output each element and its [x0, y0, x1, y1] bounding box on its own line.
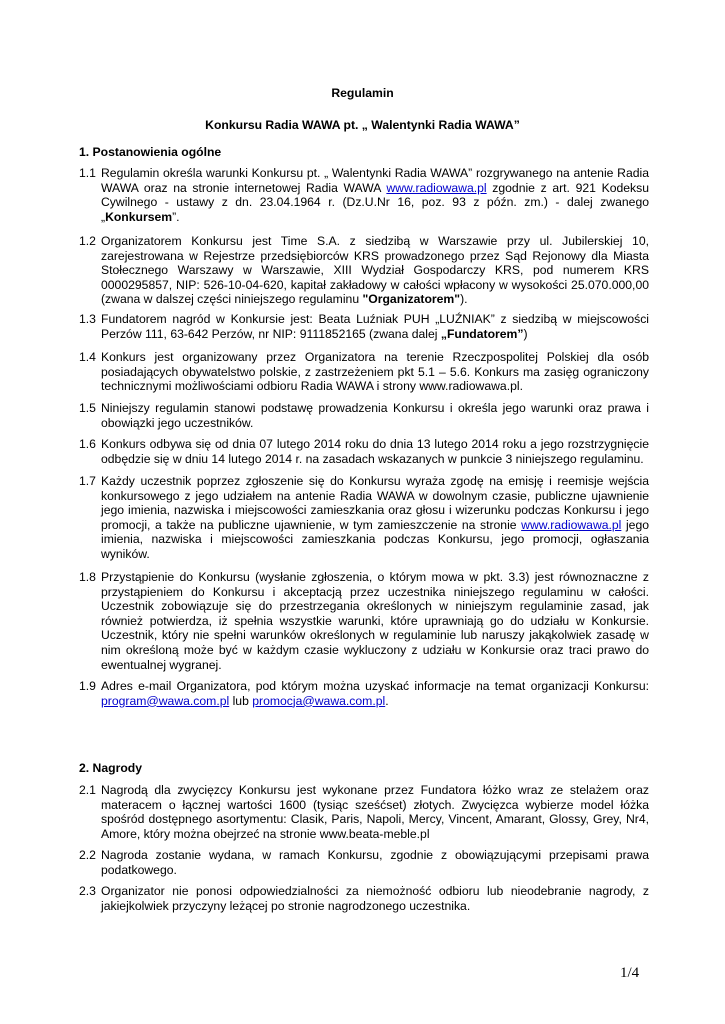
paragraph-text: Nagrodą dla zwycięzcy Konkursu jest wykonane przez Fundatora łóżko wraz ze stelażem oraz materacem o łącznej wartości 1600 (tysiąc sześćset) złotych. Zwycięzca wybierze model łóżka spośród dostępnego asortymentu: Clasik, Paris, Napoli, Mercy, Vincent, Amarant, Glossy, Grey, Nr4, Amore, który można obejrzeć na stronie www.beata-meble.pl [101, 783, 649, 841]
paragraph-number: 1.2 [79, 234, 96, 248]
text-part: ) [523, 326, 528, 341]
paragraph-1-3 [79, 312, 649, 341]
paragraph-1-2 [79, 234, 649, 307]
paragraph-number: 2.3 [79, 884, 96, 898]
text-part: Regulamin określa warunki Konkursu pt. „ Walentynki Radia WAWA” rozgrywanego na antenie Radia WAWA oraz na stronie internetowej Radia WAWA [101, 166, 649, 195]
paragraph-1-5 [79, 401, 649, 430]
paragraph-text: Nagroda zostanie wydana, w ramach Konkursu, zgodnie z obowiązującymi przepisami prawa podatkowego. [101, 848, 649, 877]
paragraph-number: 1.8 [79, 570, 96, 584]
document-subtitle: Konkursu Radia WAWA pt. „ Walentynki Radia WAWA” [205, 118, 520, 132]
paragraph-1-7 [79, 474, 649, 562]
bold-term: "Organizatorem" [362, 292, 461, 307]
paragraph-number: 1.9 [79, 679, 96, 693]
bold-term: „Fundatorem” [440, 326, 524, 341]
radiowawa-link[interactable]: www.radiowawa.pl [386, 180, 487, 195]
text-part: jego imienia, nazwiska i miejscowości zamieszkania podczas Konkursu, jego promocji, ogłaszania wyników. [101, 517, 650, 561]
document-title: Regulamin [331, 86, 394, 100]
paragraph-text [101, 166, 649, 224]
paragraph-text: Konkurs odbywa się od dnia 07 lutego 2014 roku do dnia 13 lutego 2014 roku a jego rozstrzygnięcie odbędzie się w dniu 14 lutego 2014 r. na zasadach wskazanych w punkcie 3 niniejszego regulaminu. [101, 437, 649, 466]
promocja-email-link[interactable]: promocja@wawa.com.pl [252, 693, 386, 708]
text-part: Organizatorem Konkursu jest Time S.A. z siedzibą w Warszawie przy ul. Jubilerskiej 10, zarejestrowana w Rejestrze przedsiębiorców KRS prowadzonego przez Sąd Rejonowy dla Miasta Stołecznego Warszawy w Warszawie, XIII Wydział Gospodarczy KRS, pod numerem KRS 0000295857, NIP: 526-10-04-620, kapitał zakładowy w całości wpłacony w wysokości 25.070.000,00 (zwana w dalszej części niniejszego regulaminu [101, 234, 649, 307]
program-email-link[interactable]: program@wawa.com.pl [101, 693, 230, 708]
text-part: ). [460, 292, 468, 307]
section-1-heading: 1. Postanowienia ogólne [79, 145, 222, 159]
paragraph-2-2 [79, 848, 649, 877]
paragraph-number: 1.3 [79, 312, 96, 326]
text-part: . [385, 693, 389, 708]
paragraph-1-4 [79, 350, 649, 394]
paragraph-number: 2.2 [79, 848, 96, 862]
paragraph-text [101, 312, 649, 341]
section-2-heading: 2. Nagrody [79, 761, 142, 775]
paragraph-text: Przystąpienie do Konkursu (wysłanie zgłoszenia, o którym mowa w pkt. 3.3) jest równoznaczne z przystąpieniem do Konkursu i akceptacją przez uczestnika niniejszego regulaminu w całości. Uczestnik zobowiązuje się do przestrzegania określonych w niniejszym regulaminie zasad, jak również potwierdza, iż spełnia wszystkie warunki, które uprawniają go do udziału w Konkursie. Uczestnik, który nie spełni warunków określonych w regulaminie lub naruszy jakąkolwiek zasadę w nim określoną może być w każdym czasie wykluczony z udziału w Konkursie oraz traci prawo do ewentualnej wygranej. [101, 570, 649, 672]
paragraph-1-8 [79, 570, 649, 672]
paragraph-1-6 [79, 437, 649, 466]
text-part: zgodnie z art. 921 Kodeksu Cywilnego - ustawy z dn. 23.04.1964 r. (Dz.U.Nr 16, poz. 93 z późn. zm.) - dalej zwanego „ [101, 180, 649, 224]
text-part: Każdy uczestnik poprzez zgłoszenie się do Konkursu wyraża zgodę na emisję i reemisje wejścia konkursowego z jego udziałem na antenie Radia WAWA w dowolnym czasie, publiczne ujawnienie jego imienia, nazwiska i miejscowości zamieszkania oraz głosu i wizerunku podczas Konkursu i jego promocji, a także na publiczne ujawnienie, w tym zamieszczenie na stronie [101, 474, 649, 532]
text-part: Adres e-mail Organizatora, pod którym można uzyskać informacje na temat organizacji Konkursu: [101, 679, 649, 693]
paragraph-number: 1.4 [79, 350, 96, 364]
text-part: lub [229, 693, 253, 708]
paragraph-text: Niniejszy regulamin stanowi podstawę prowadzenia Konkursu i określa jego warunki oraz prawa i obowiązki jego uczestników. [101, 401, 649, 430]
paragraph-1-1 [79, 166, 649, 224]
paragraph-number: 2.1 [79, 783, 96, 797]
paragraph-number: 1.5 [79, 401, 96, 415]
paragraph-number: 1.6 [79, 437, 96, 451]
paragraph-2-3 [79, 884, 649, 913]
paragraph-text: Organizator nie ponosi odpowiedzialności za niemożność odbioru lub nieodebranie nagrody, z jakiejkolwiek przyczyny leżącej po stronie nagrodzonego uczestnika. [101, 884, 649, 913]
text-part: ”. [172, 209, 180, 224]
paragraph-text [101, 679, 649, 708]
bold-term: Konkursem [105, 209, 173, 224]
paragraph-text: Konkurs jest organizowany przez Organizatora na terenie Rzeczpospolitej Polskiej dla osób posiadających obywatelstwo polskie, z zastrzeżeniem pkt 5.1 – 5.6. Konkurs ma zasięg ograniczony technicznymi możliwościami odbioru Radia WAWA i strony www.radiowawa.pl. [101, 350, 649, 394]
paragraph-number: 1.7 [79, 474, 96, 488]
paragraph-2-1 [79, 783, 649, 841]
text-part: Fundatorem nagród w Konkursie jest: Beata Luźniak PUH „LUŹNIAK” z siedzibą w miejscowości Perzów 111, 63-642 Perzów, nr NIP: 9111852165 (zwana dalej [101, 312, 649, 341]
radiowawa-link[interactable]: www.radiowawa.pl [521, 517, 622, 532]
paragraph-number: 1.1 [79, 166, 96, 180]
paragraph-text [101, 474, 649, 562]
paragraph-1-9 [79, 679, 649, 708]
page-number: 1/4 [620, 965, 640, 981]
paragraph-text [101, 234, 649, 307]
